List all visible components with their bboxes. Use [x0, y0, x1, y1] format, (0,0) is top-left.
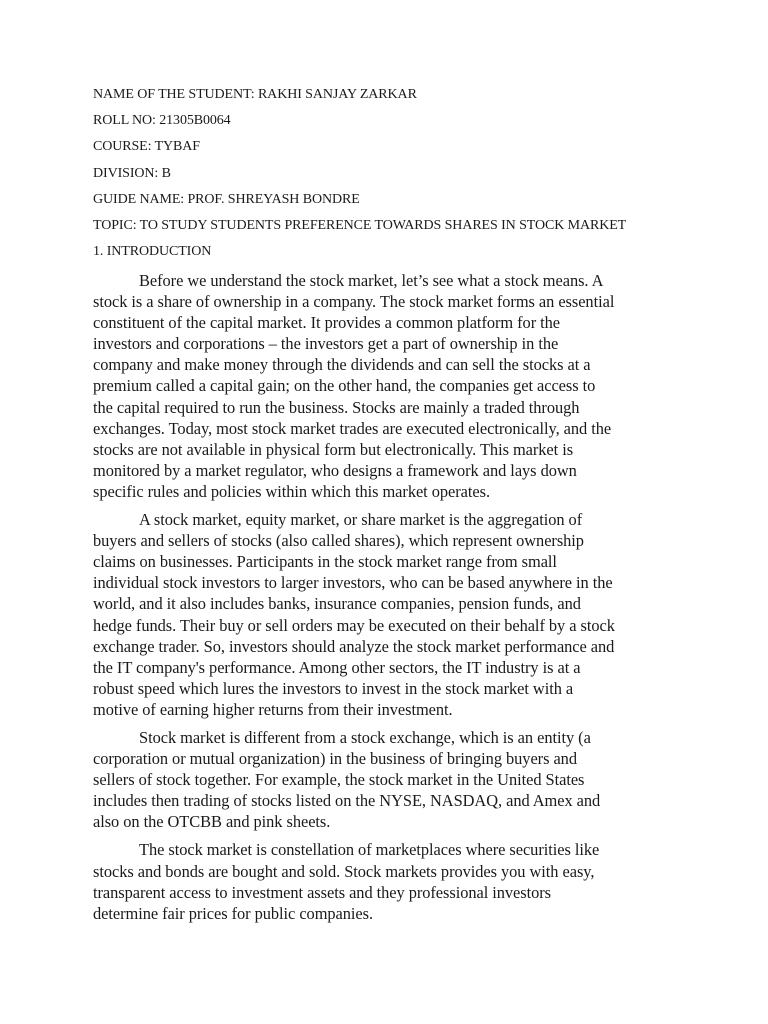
paragraph-line: A stock market, equity market, or share market is the aggregation of	[139, 510, 583, 530]
section-heading: 1. INTRODUCTION	[93, 244, 212, 260]
paragraph-line: claims on businesses. Participants in the stock market range from small	[93, 552, 557, 572]
paragraph-line: world, and it also includes banks, insurance companies, pension funds, and	[93, 594, 581, 614]
paragraph-line: buyers and sellers of stocks (also called shares), which represent ownership	[93, 531, 584, 551]
student-name: NAME OF THE STUDENT: RAKHI SANJAY ZARKAR	[93, 87, 417, 102]
topic: TOPIC: TO STUDY STUDENTS PREFERENCE TOWARDS SHARES IN STOCK MARKET	[93, 217, 627, 233]
paragraph-line: Before we understand the stock market, let’s see what a stock means. A	[139, 271, 604, 290]
paragraph-line: specific rules and policies within which this market operates.	[93, 481, 490, 501]
course: COURSE: TYBAF	[93, 139, 200, 155]
paragraph-line: exchanges. Today, most stock market trades are executed electronically, and the	[93, 418, 612, 438]
paragraph	[93, 839, 678, 923]
paragraph-line: individual stock investors to larger investors, who can be based anywhere in the	[93, 573, 613, 593]
guide-name: GUIDE NAME: PROF. SHREYASH BONDRE	[93, 191, 360, 207]
paragraph-line: hedge funds. Their buy or sell orders may be executed on their behalf by a stock	[93, 615, 615, 635]
paragraph-line: transparent access to investment assets and they professional investors	[93, 882, 551, 902]
paragraph-line: stocks are not available in physical form but electronically. This market is	[93, 439, 574, 459]
paragraph-line: sellers of stock together. For example, the stock market in the United States	[93, 770, 585, 790]
paragraph-line: includes then trading of stocks listed on the NYSE, NASDAQ, and Amex and	[93, 791, 601, 811]
paragraph-line: also on the OTCBB and pink sheets.	[93, 812, 331, 832]
roll-number: ROLL NO: 21305B0064	[93, 113, 231, 129]
paragraph-line: stock is a share of ownership in a company. The stock market forms an essential	[93, 292, 615, 312]
document-header	[93, 86, 693, 269]
paragraph-line: the capital required to run the business. Stocks are mainly a traded through	[93, 397, 580, 417]
paragraph-line: motive of earning higher returns from their investment.	[93, 699, 453, 719]
paragraph-line: company and make money through the dividends and can sell the stocks at a	[93, 355, 591, 375]
paragraph	[93, 509, 678, 720]
paragraph	[93, 727, 678, 832]
paragraph-line: the IT company's performance. Among other sectors, the IT industry is at a	[93, 657, 581, 677]
paragraph-line: constituent of the capital market. It provides a common platform for the	[93, 313, 561, 333]
paragraph-line: investors and corporations – the investors get a part of ownership in the	[93, 334, 559, 354]
paragraph-line: monitored by a market regulator, who designs a framework and lays down	[93, 460, 577, 480]
paragraph-line: premium called a capital gain; on the other hand, the companies get access to	[93, 376, 596, 396]
paragraph-line: corporation or mutual organization) in the business of bringing buyers and	[93, 749, 577, 769]
paragraph-line: exchange trader. So, investors should analyze the stock market performance and	[93, 636, 615, 656]
paragraph-line: determine fair prices for public companies.	[93, 903, 374, 923]
document-body	[93, 270, 678, 931]
division: DIVISION: B	[93, 165, 171, 181]
paragraph	[93, 270, 678, 502]
paragraph-line: stocks and bonds are bought and sold. Stock markets provides you with easy,	[93, 861, 595, 881]
paragraph-line: Stock market is different from a stock exchange, which is an entity (a	[139, 727, 591, 747]
paragraph-line: The stock market is constellation of marketplaces where securities like	[139, 840, 600, 860]
paragraph-line: robust speed which lures the investors to invest in the stock market with a	[93, 678, 574, 698]
